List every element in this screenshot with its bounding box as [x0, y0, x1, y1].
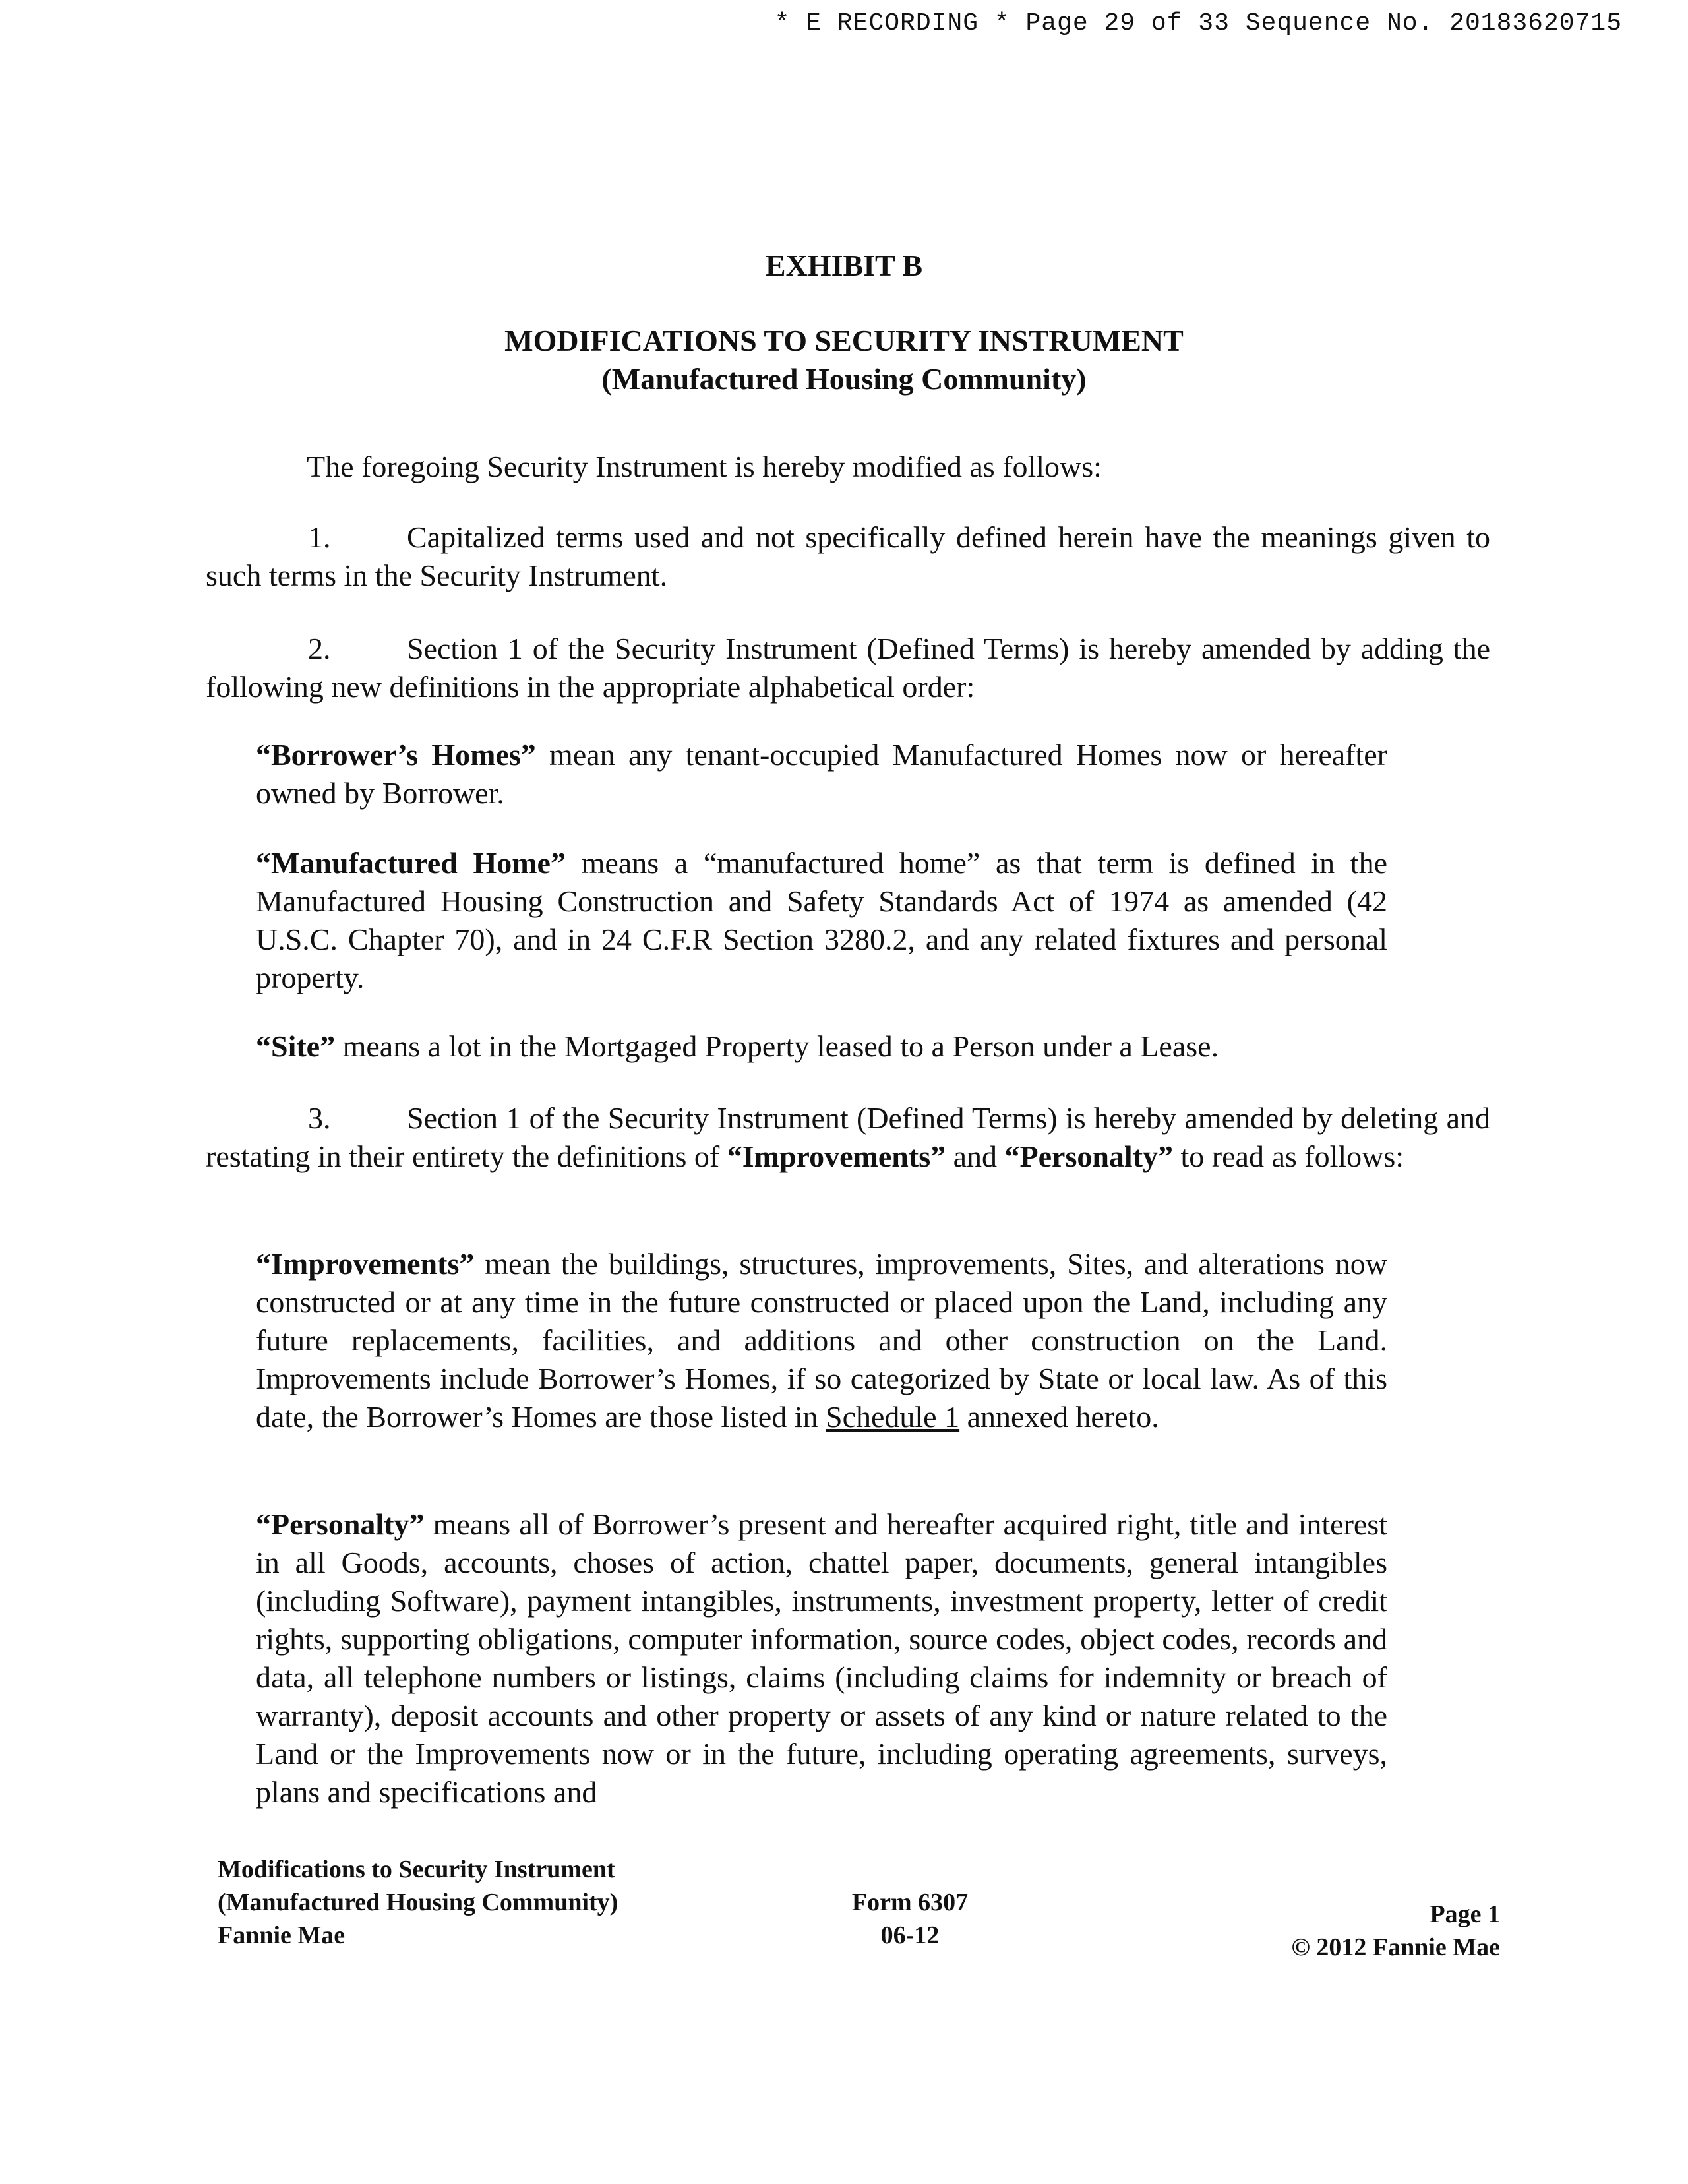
definition-text: mean any tenant-occupied Manufactured Homes now or hereafter owned by Borrower.: [256, 738, 1387, 810]
item-3-paragraph: [206, 1099, 1490, 1176]
definition-text: means all of Borrower’s present and hereafter acquired right, title and interest in all Goods, accounts, choses of action, chattel paper, documents, general intangibles (including Software), payment intangibles, instruments, investment property, letter of credit rights, supporting obligations, computer information, source codes, object codes, records and data, all telephone numbers or listings, claims (including claims for indemnity or breach of warranty), deposit accounts and other property or assets of any kind or nature related to the Land or the Improvements now or in the future, including operating agreements, surveys, plans and specifications and: [256, 1507, 1387, 1809]
item-3-term-personalty: “Personalty”: [1004, 1139, 1174, 1173]
definition-borrowers-homes: [256, 736, 1387, 812]
item-2-paragraph: [206, 630, 1490, 706]
definition-text: mean the buildings, structures, improvements, Sites, and alterations now constructed or at any time in the future constructed or placed upon the Land, including any future replacements, facilities, and additions and other construction on the Land. Improvements include Borrower’s Homes, if so categorized by State or local law. As of this date, the Borrower’s Homes are those listed in: [256, 1247, 1387, 1434]
item-3-text: to read as follows:: [1173, 1139, 1404, 1173]
footer-page-info: [1291, 1898, 1500, 1964]
item-1-number: 1.: [308, 520, 331, 554]
item-2-text: Section 1 of the Security Instrument (Defined Terms) is hereby amended by adding the following new definitions in the appropriate alphabetical order:: [206, 632, 1490, 704]
heading-line-2: (Manufactured Housing Community): [601, 362, 1087, 396]
definition-manufactured-home: [256, 844, 1387, 997]
definition-text: means a lot in the Mortgaged Property leased to a Person under a Lease.: [335, 1029, 1219, 1063]
footer-form-line-2: 06-12: [880, 1922, 940, 1949]
footer-left-line-3: Fannie Mae: [218, 1922, 346, 1949]
footer-left-line-1: Modifications to Security Instrument: [218, 1856, 615, 1883]
definition-term: “Site”: [256, 1029, 336, 1063]
footer-form-title: [218, 1853, 618, 1952]
exhibit-title: EXHIBIT B: [765, 249, 923, 282]
definition-term: “Personalty”: [256, 1507, 425, 1541]
document-heading: [0, 322, 1688, 398]
definition-personalty: [256, 1505, 1387, 1811]
definition-term: “Borrower’s Homes”: [256, 738, 536, 772]
heading-line-1: MODIFICATIONS TO SECURITY INSTRUMENT: [504, 324, 1184, 357]
intro-paragraph: The foregoing Security Instrument is hereby modified as follows:: [307, 450, 1102, 483]
definition-term: “Manufactured Home”: [256, 846, 566, 880]
item-1-text: Capitalized terms used and not specifically defined herein have the meanings given to such terms in the Security Instrument.: [206, 520, 1490, 592]
definition-improvements: [256, 1245, 1387, 1436]
recording-stamp: * E RECORDING * Page 29 of 33 Sequence No. 20183620715: [774, 9, 1622, 38]
schedule-1-reference: Schedule 1: [825, 1400, 960, 1434]
item-1-paragraph: [206, 518, 1490, 595]
item-2-number: 2.: [308, 632, 331, 665]
definition-text: annexed hereto.: [959, 1400, 1159, 1434]
definition-text: means a “manufactured home” as that term is defined in the Manufactured Housing Construction and Safety Standards Act of 1974 as amended (42 U.S.C. Chapter 70), and in 24 C.F.R Section 3280.2, and any related fixtures and personal property.: [256, 846, 1387, 994]
item-3-text: Section 1 of the Security Instrument (Defined Terms) is hereby amended by deleting and restating in their entirety the definitions of: [206, 1101, 1490, 1173]
definition-site: [256, 1027, 1387, 1066]
footer-left-line-2: (Manufactured Housing Community): [218, 1889, 618, 1916]
item-3-text: and: [946, 1139, 1005, 1173]
footer-copyright: © 2012 Fannie Mae: [1291, 1933, 1500, 1961]
item-3-term-improvements: “Improvements”: [727, 1139, 946, 1173]
item-3-number: 3.: [308, 1101, 331, 1135]
definition-term: “Improvements”: [256, 1247, 475, 1281]
footer-form-number: [811, 1886, 1009, 1952]
footer-form-line-1: Form 6307: [851, 1889, 969, 1916]
footer-page-number: Page 1: [1430, 1900, 1500, 1928]
